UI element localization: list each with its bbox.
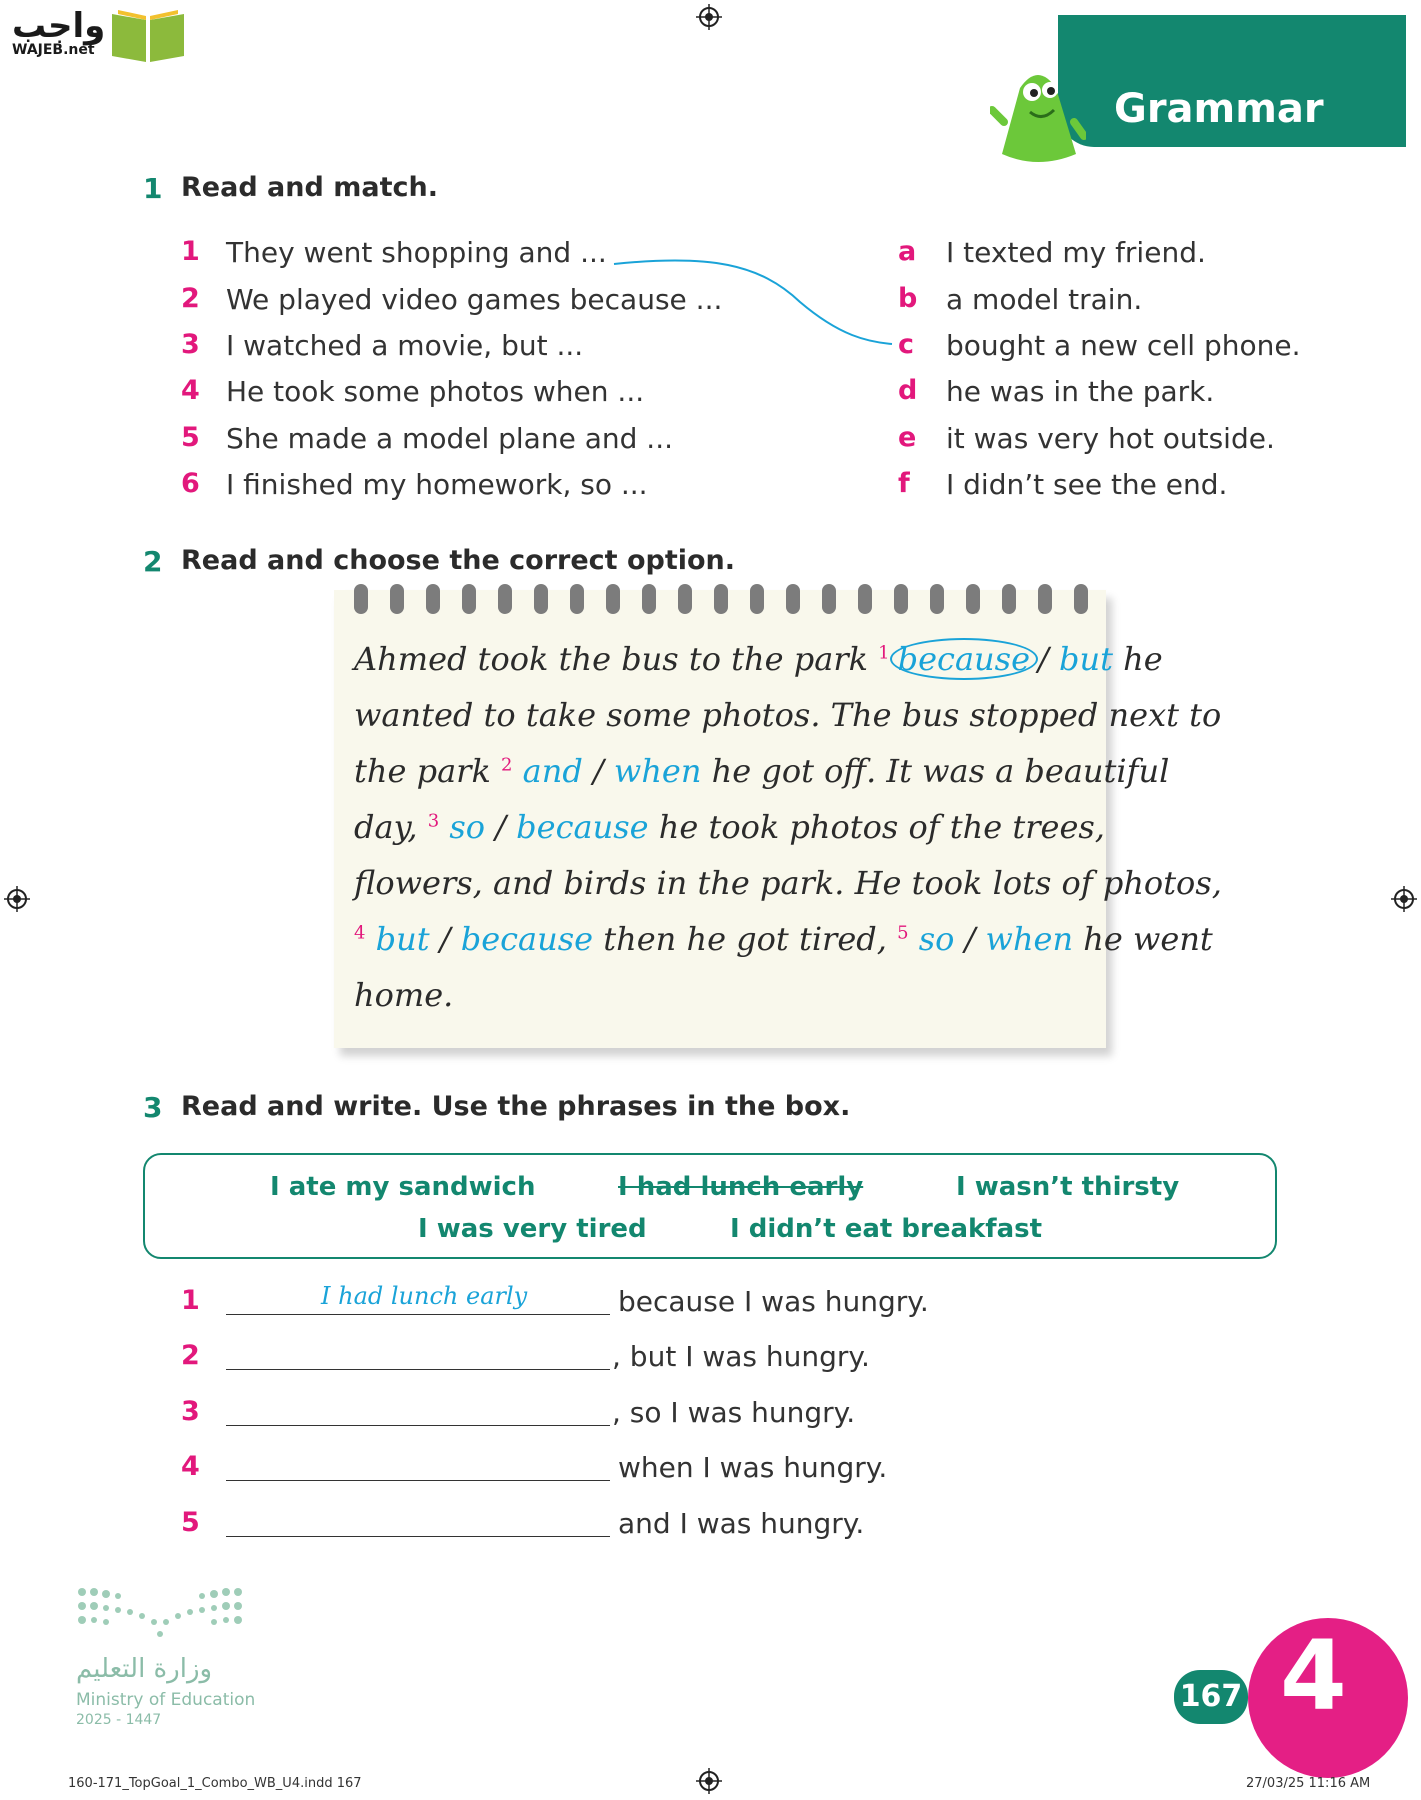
- crosshair-mark-icon: [696, 1768, 722, 1794]
- option-separator: /: [582, 752, 614, 790]
- print-timestamp: 27/03/25 11:16 AM: [1246, 1776, 1371, 1791]
- match-right-letter: f: [898, 468, 910, 499]
- match-right-item: a model train.: [946, 283, 1143, 316]
- match-left-number: 3: [181, 329, 200, 360]
- phrase-item: I didn’t eat breakfast: [730, 1214, 1043, 1244]
- story-text: then he got tired,: [593, 920, 898, 958]
- write-item-text: because I was hungry.: [618, 1285, 929, 1318]
- option[interactable]: so: [908, 920, 955, 958]
- notepad-paper: [334, 590, 1222, 1048]
- story-line: [354, 808, 1105, 846]
- phrase-item: I was very tired: [418, 1214, 647, 1244]
- story-text: he got off. It was a beautiful: [701, 752, 1170, 790]
- match-right-letter: d: [898, 375, 918, 406]
- match-left-item: She made a model plane and ...: [226, 422, 673, 455]
- write-item-number: 5: [181, 1507, 200, 1538]
- match-right-item: bought a new cell phone.: [946, 329, 1301, 362]
- option[interactable]: and: [512, 752, 583, 790]
- match-left-number: 1: [181, 236, 200, 267]
- wajeb-logo-arabic: واجب: [12, 6, 106, 46]
- story-text: he took photos of the trees,: [648, 808, 1105, 846]
- story-text: the park: [354, 752, 501, 790]
- phrase-item: I ate my sandwich: [270, 1172, 536, 1202]
- page-number: 167: [1174, 1670, 1248, 1724]
- option[interactable]: because: [516, 808, 649, 846]
- option[interactable]: because: [460, 920, 594, 958]
- option-circled[interactable]: because: [890, 638, 1038, 680]
- crosshair-mark-icon: [4, 886, 30, 912]
- gap-number: 4: [354, 922, 366, 944]
- write-item-text: and I was hungry.: [618, 1507, 865, 1540]
- write-item-number: 4: [181, 1451, 200, 1482]
- option[interactable]: so: [439, 808, 486, 846]
- ministry-year: 2025 - 1447: [76, 1712, 162, 1728]
- wajeb-logo-latin: WAJEB.net: [12, 42, 95, 58]
- match-left-item: We played video games because ...: [226, 283, 723, 316]
- match-right-letter: c: [898, 329, 915, 360]
- exercise-3-number: 3: [143, 1091, 163, 1124]
- ministry-logo-dots-icon: [76, 1586, 244, 1642]
- story-line: [354, 976, 453, 1014]
- gap-number: 2: [501, 754, 513, 776]
- match-left-item: He took some photos when ...: [226, 375, 645, 408]
- story-text: home.: [354, 976, 454, 1014]
- match-right-letter: a: [898, 236, 917, 267]
- match-right-item: he was in the park.: [946, 375, 1215, 408]
- option-separator: /: [485, 808, 517, 846]
- match-left-item: I watched a movie, but ...: [226, 329, 584, 362]
- story-text: he: [1112, 640, 1163, 678]
- match-left-number: 2: [181, 283, 200, 314]
- option-separator: /: [954, 920, 986, 958]
- story-text: Ahmed took the bus to the park: [354, 640, 879, 678]
- match-right-letter: e: [898, 422, 917, 453]
- option[interactable]: but: [1058, 640, 1113, 678]
- option[interactable]: when: [985, 920, 1074, 958]
- phrase-item-used: I had lunch early: [618, 1172, 864, 1202]
- match-left-item: I finished my homework, so ...: [226, 468, 648, 501]
- match-right-item: it was very hot outside.: [946, 422, 1275, 455]
- write-item-number: 3: [181, 1396, 200, 1427]
- green-monster-mascot-icon: [990, 58, 1086, 170]
- match-left-number: 5: [181, 422, 200, 453]
- option-separator: /: [429, 920, 461, 958]
- crosshair-mark-icon: [696, 4, 722, 30]
- write-item-text: , so I was hungry.: [612, 1396, 856, 1429]
- match-right-item: I texted my friend.: [946, 236, 1206, 269]
- file-name: 160-171_TopGoal_1_Combo_WB_U4.indd 167: [68, 1776, 362, 1791]
- exercise-2-number: 2: [143, 545, 163, 578]
- book-logo-icon: [108, 6, 188, 64]
- exercise-3-title: Read and write. Use the phrases in the box.: [181, 1091, 851, 1122]
- story-text: flowers, and birds in the park. He took lots of photos,: [354, 864, 1222, 902]
- match-right-item: I didn’t see the end.: [946, 468, 1228, 501]
- handwritten-answer: I had lunch early: [321, 1282, 528, 1310]
- answer-line[interactable]: [226, 1333, 610, 1370]
- match-left-number: 6: [181, 468, 200, 499]
- match-left-item: They went shopping and ...: [226, 236, 607, 269]
- story-line: [354, 752, 1169, 790]
- write-item-number: 1: [181, 1285, 200, 1316]
- story-line: [354, 640, 1163, 678]
- story-line: [354, 696, 1221, 734]
- answer-line[interactable]: [226, 1278, 610, 1315]
- phrase-box: [143, 1153, 1277, 1259]
- phrase-item: I wasn’t thirsty: [956, 1172, 1180, 1202]
- exercise-1-number: 1: [143, 172, 163, 205]
- answer-line[interactable]: [226, 1389, 610, 1426]
- option[interactable]: but: [365, 920, 430, 958]
- exercise-1-title: Read and match.: [181, 172, 438, 203]
- crosshair-mark-icon: [1391, 886, 1417, 912]
- gap-number: 3: [427, 810, 440, 832]
- unit-number: 4: [1280, 1620, 1347, 1732]
- write-item-text: , but I was hungry.: [612, 1340, 870, 1373]
- story-text: wanted to take some photos. The bus stopped next to: [354, 696, 1222, 734]
- match-right-letter: b: [898, 283, 918, 314]
- gap-number: 5: [897, 922, 909, 944]
- ministry-name-arabic: وزارة التعليم: [76, 1654, 213, 1684]
- ministry-name-english: Ministry of Education: [76, 1690, 256, 1710]
- story-line: [354, 920, 1213, 958]
- answer-line[interactable]: [226, 1500, 610, 1537]
- write-item-number: 2: [181, 1340, 200, 1371]
- story-text: he went: [1073, 920, 1213, 958]
- match-left-number: 4: [181, 375, 200, 406]
- exercise-2-title: Read and choose the correct option.: [181, 545, 736, 576]
- story-text: day,: [354, 808, 428, 846]
- option-separator: /: [1038, 640, 1059, 678]
- write-item-text: when I was hungry.: [618, 1451, 888, 1484]
- section-title: Grammar: [1114, 86, 1324, 132]
- gap-number: 1: [878, 642, 890, 664]
- story-line: [354, 864, 1222, 902]
- option[interactable]: when: [613, 752, 702, 790]
- answer-line[interactable]: [226, 1444, 610, 1481]
- match-answer-line[interactable]: [600, 250, 900, 360]
